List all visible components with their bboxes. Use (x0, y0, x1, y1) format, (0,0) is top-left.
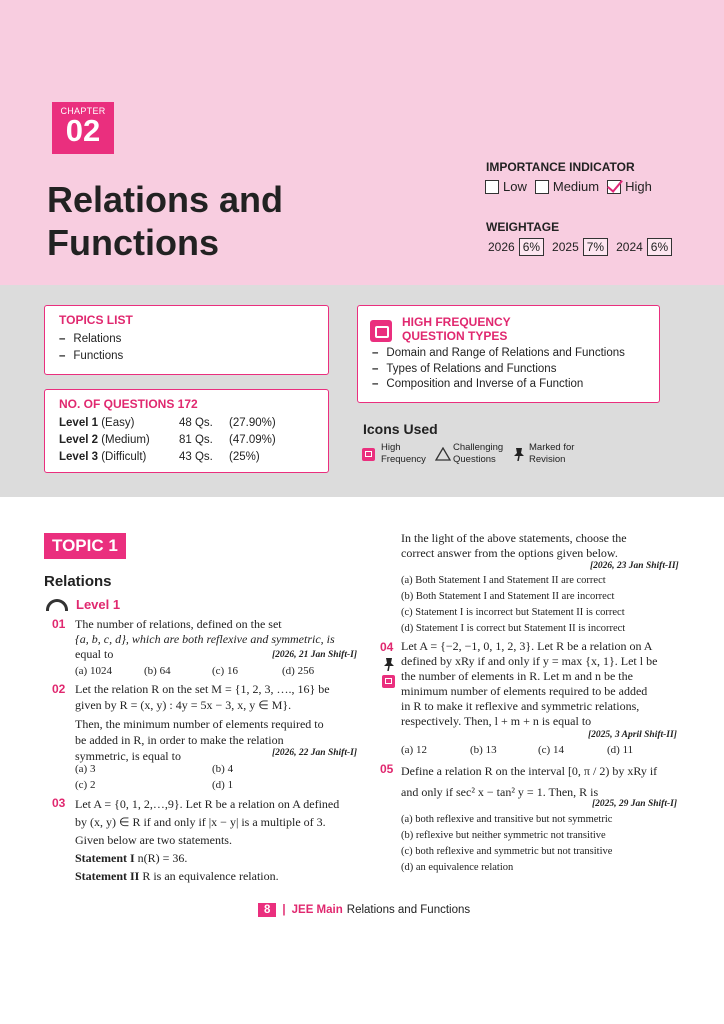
option: (b) Both Statement I and Statement II are incorrect (401, 591, 615, 602)
level-row: Level 2 (Medium) 81 Qs. (47.09%) (59, 434, 276, 446)
importance-indicator: Low Medium High (485, 179, 660, 194)
level-heading: Level 1 (46, 597, 120, 612)
legend-revision: Marked for Revision (512, 442, 574, 466)
option: (c) both reflexive and symmetric but not transitive (401, 846, 613, 857)
chapter-word: CHAPTER (60, 106, 106, 116)
pin-icon (512, 447, 526, 461)
question-text: Define a relation R on the interval [0, π / 2) by xRy if and only if sec² x − tan² y = 1. Then, R is (401, 764, 658, 799)
page-title: Relations and Functions (47, 179, 284, 263)
option: (c) 16 (212, 665, 238, 677)
option: (d) 1 (212, 779, 234, 791)
question-source: [2025, 3 April Shift-II] (588, 730, 677, 740)
question-number: 05 (380, 762, 394, 776)
question-source: [2026, 21 Jan Shift-I] (272, 650, 357, 660)
question-number: 01 (52, 617, 66, 631)
gauge-icon (46, 599, 68, 611)
chapter-number: 02 (65, 113, 101, 148)
option: (b) reflexive but neither symmetric not transitive (401, 830, 606, 841)
option: (a) both reflexive and transitive but not symmetric (401, 814, 613, 825)
question-number: 02 (52, 682, 66, 696)
option: (c) 2 (75, 779, 96, 791)
checkbox-low (485, 180, 499, 194)
question-number: 03 (52, 796, 66, 810)
option: (a) Both Statement I and Statement II are correct (401, 575, 606, 586)
hf-item: – Domain and Range of Relations and Functions (372, 346, 645, 362)
checkbox-medium (535, 180, 549, 194)
page-number: 8 (258, 903, 276, 917)
option: (c) 14 (538, 744, 564, 756)
icons-heading: Icons Used (363, 421, 438, 437)
pin-icon (382, 657, 396, 671)
legend-high-frequency: High Frequency (362, 442, 426, 466)
option: (b) 13 (470, 744, 497, 756)
topics-box: TOPICS LIST – Relations – Functions (44, 305, 329, 375)
section-heading: Relations (44, 573, 112, 590)
option: (a) 3 (75, 763, 96, 775)
topic-item: – Functions (59, 348, 314, 365)
question-source: [2025, 29 Jan Shift-I] (592, 799, 677, 809)
challenging-icon (435, 447, 451, 461)
high-frequency-icon (362, 448, 375, 461)
option: (a) 1024 (75, 665, 112, 677)
question-text: Let the relation R on the set M = {1, 2, 3, …., 16} be given by R = (x, y) : 4y = 5x − 3, x, y ∈ M}. Then, the minimum number of elements required to be added in R, in order to make the relation symmetric, is equal to (75, 682, 330, 763)
option: (d) Statement I is correct but Statement II is incorrect (401, 623, 626, 634)
high-frequency-icon (382, 675, 395, 688)
level-row: Level 1 (Easy) 48 Qs. (27.90%) (59, 417, 276, 429)
option: (a) 12 (401, 744, 427, 756)
option: (c) Statement I is incorrect but Statement II is correct (401, 607, 625, 618)
chapter-badge (52, 102, 114, 154)
option: (b) 4 (212, 763, 234, 775)
option: (d) 256 (282, 665, 315, 677)
question-text: The number of relations, defined on the set {a, b, c, d}, which are both reflexive and symmetric, is equal to (75, 617, 335, 661)
checkbox-high-checked-icon (607, 180, 621, 194)
question-text: Let A = {0, 1, 2,…,9}. Let R be a relation on A defined by (x, y) ∈ R if and only if |x − y| is a multiple of 3. Given below are two statements. Statement I n(R) = 36. Statement II R is an equivalence relation. (75, 797, 340, 883)
question-text: In the light of the above statements, choose the correct answer from the options given below. (401, 531, 627, 560)
high-frequency-box: HIGH FREQUENCY QUESTION TYPES – Domain and Range of Relations and Functions – Types of Relations and Functions – Composition and Inverse of a Function (357, 305, 660, 403)
level-row: Level 3 (Difficult) 43 Qs. (25%) (59, 451, 260, 463)
hf-item: – Composition and Inverse of a Function (372, 377, 645, 393)
topic-label: TOPIC 1 (44, 533, 126, 559)
high-frequency-icon (370, 320, 392, 342)
topic-item: – Relations (59, 331, 314, 348)
question-source: [2026, 22 Jan Shift-I] (272, 748, 357, 758)
hf-item: – Types of Relations and Functions (372, 362, 645, 378)
option: (b) 64 (144, 665, 171, 677)
importance-heading: IMPORTANCE INDICATOR (486, 160, 635, 174)
questions-box: NO. OF QUESTIONS 172 Level 1 (Easy) 48 Qs. (27.90%) Level 2 (Medium) 81 Qs. (47.09%) Level 3 (Difficult) 43 Qs. (25%) (44, 389, 329, 473)
weightage-list: 2026 6% 2025 7% 2024 6% (488, 238, 680, 256)
option: (d) an equivalence relation (401, 862, 514, 873)
weightage-heading: WEIGHTAGE (486, 220, 560, 234)
option: (d) 11 (607, 744, 634, 756)
question-source: [2026, 23 Jan Shift-II] (590, 561, 679, 571)
question-number: 04 (380, 640, 394, 654)
page-footer: 8 | JEE Main Relations and Functions (258, 903, 470, 917)
legend-challenging: Challenging Questions (435, 442, 503, 466)
question-text: Let A = {−2, −1, 0, 1, 2, 3}. Let R be a relation on A defined by xRy if and only if y = max {x, 1}. Let l be the number of elements in R. Let m and n be the minimum number of elements required to be added in R to make it reflexive and symmetric relations, respectively. Then, l + m + n is equal to (401, 639, 658, 728)
